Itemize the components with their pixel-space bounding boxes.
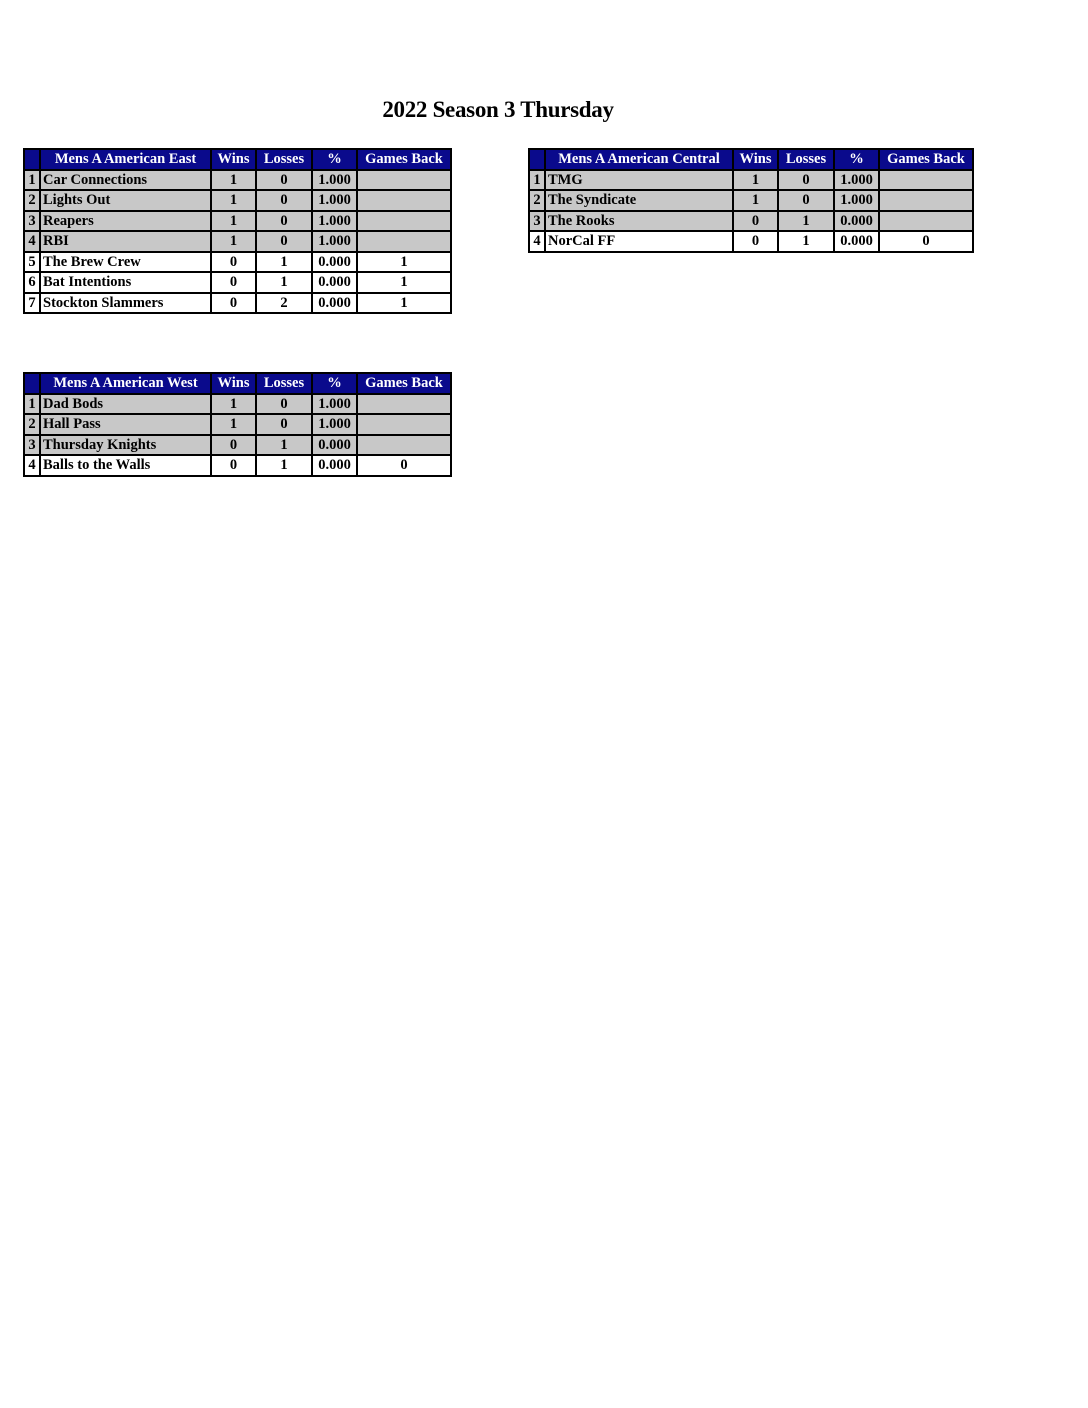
pct-cell: 1.000 xyxy=(312,170,357,191)
table-row xyxy=(24,435,451,456)
team-name-cell: TMG xyxy=(545,170,733,191)
losses-header: Losses xyxy=(256,149,312,170)
table-row xyxy=(24,272,451,293)
pct-header: % xyxy=(312,373,357,394)
table-row xyxy=(24,394,451,415)
losses-cell: 0 xyxy=(256,394,312,415)
table-row xyxy=(24,231,451,252)
rank-cell: 1 xyxy=(529,170,545,191)
team-name-cell: Thursday Knights xyxy=(40,435,211,456)
team-name-cell: The Rooks xyxy=(545,211,733,232)
division-name-header: Mens A American Central xyxy=(545,149,733,170)
wins-cell: 1 xyxy=(733,170,778,191)
pct-cell: 1.000 xyxy=(834,170,879,191)
wins-header: Wins xyxy=(211,373,256,394)
team-name-cell: Reapers xyxy=(40,211,211,232)
rank-cell: 6 xyxy=(24,272,40,293)
table-row xyxy=(24,293,451,314)
wins-cell: 1 xyxy=(211,231,256,252)
table-row xyxy=(529,211,973,232)
table-row xyxy=(24,252,451,273)
team-name-cell: Balls to the Walls xyxy=(40,455,211,476)
table-row xyxy=(24,170,451,191)
losses-cell: 0 xyxy=(778,170,834,191)
team-name-cell: Bat Intentions xyxy=(40,272,211,293)
table-row xyxy=(24,414,451,435)
games-back-cell: 1 xyxy=(357,252,451,273)
division-name-header: Mens A American East xyxy=(40,149,211,170)
division-name-header: Mens A American West xyxy=(40,373,211,394)
pct-cell: 0.000 xyxy=(312,252,357,273)
team-name-cell: Car Connections xyxy=(40,170,211,191)
rank-cell: 5 xyxy=(24,252,40,273)
team-name-cell: Dad Bods xyxy=(40,394,211,415)
losses-cell: 0 xyxy=(256,211,312,232)
games-back-cell xyxy=(879,170,973,191)
rank-cell: 2 xyxy=(24,190,40,211)
wins-header: Wins xyxy=(211,149,256,170)
rank-cell: 3 xyxy=(529,211,545,232)
games-back-cell xyxy=(357,394,451,415)
losses-cell: 2 xyxy=(256,293,312,314)
games-back-cell xyxy=(357,170,451,191)
losses-cell: 1 xyxy=(778,211,834,232)
losses-cell: 1 xyxy=(256,455,312,476)
pct-cell: 0.000 xyxy=(312,293,357,314)
losses-cell: 0 xyxy=(256,414,312,435)
standings-table-american-west xyxy=(23,372,452,477)
games-back-header: Games Back xyxy=(879,149,973,170)
games-back-header: Games Back xyxy=(357,373,451,394)
losses-cell: 0 xyxy=(256,231,312,252)
team-name-cell: Stockton Slammers xyxy=(40,293,211,314)
games-back-cell: 0 xyxy=(357,455,451,476)
team-name-cell: RBI xyxy=(40,231,211,252)
team-name-cell: NorCal FF xyxy=(545,231,733,252)
rank-cell: 1 xyxy=(24,394,40,415)
pct-cell: 0.000 xyxy=(834,211,879,232)
losses-cell: 0 xyxy=(256,170,312,191)
pct-header: % xyxy=(312,149,357,170)
games-back-cell xyxy=(357,231,451,252)
losses-cell: 1 xyxy=(256,272,312,293)
wins-cell: 0 xyxy=(211,455,256,476)
standings-table-american-east xyxy=(23,148,452,314)
games-back-cell: 1 xyxy=(357,272,451,293)
games-back-header: Games Back xyxy=(357,149,451,170)
games-back-cell xyxy=(357,190,451,211)
pct-cell: 1.000 xyxy=(312,394,357,415)
rank-header xyxy=(24,149,40,170)
team-name-cell: Lights Out xyxy=(40,190,211,211)
table-row xyxy=(529,170,973,191)
rank-cell: 4 xyxy=(529,231,545,252)
pct-cell: 1.000 xyxy=(312,211,357,232)
page-title: 2022 Season 3 Thursday xyxy=(382,97,614,122)
wins-cell: 1 xyxy=(211,414,256,435)
team-name-cell: The Syndicate xyxy=(545,190,733,211)
losses-cell: 1 xyxy=(256,252,312,273)
games-back-cell xyxy=(357,414,451,435)
table-row xyxy=(529,231,973,252)
games-back-cell xyxy=(357,211,451,232)
rank-cell: 2 xyxy=(24,414,40,435)
pct-cell: 0.000 xyxy=(312,272,357,293)
losses-cell: 1 xyxy=(778,231,834,252)
games-back-cell: 0 xyxy=(879,231,973,252)
losses-header: Losses xyxy=(778,149,834,170)
pct-header: % xyxy=(834,149,879,170)
wins-cell: 1 xyxy=(733,190,778,211)
wins-cell: 0 xyxy=(211,435,256,456)
wins-header: Wins xyxy=(733,149,778,170)
pct-cell: 1.000 xyxy=(834,190,879,211)
table-row xyxy=(24,190,451,211)
games-back-cell xyxy=(879,190,973,211)
losses-cell: 0 xyxy=(778,190,834,211)
wins-cell: 1 xyxy=(211,190,256,211)
rank-cell: 3 xyxy=(24,211,40,232)
wins-cell: 1 xyxy=(211,394,256,415)
table-row xyxy=(529,190,973,211)
standings-table-american-central xyxy=(528,148,974,253)
rank-header xyxy=(529,149,545,170)
header-row xyxy=(24,373,451,394)
header-row xyxy=(24,149,451,170)
games-back-cell: 1 xyxy=(357,293,451,314)
pct-cell: 1.000 xyxy=(312,414,357,435)
rank-cell: 2 xyxy=(529,190,545,211)
table-row xyxy=(24,455,451,476)
wins-cell: 0 xyxy=(211,252,256,273)
wins-cell: 1 xyxy=(211,211,256,232)
wins-cell: 0 xyxy=(211,293,256,314)
losses-cell: 1 xyxy=(256,435,312,456)
pct-cell: 1.000 xyxy=(312,231,357,252)
rank-cell: 4 xyxy=(24,455,40,476)
wins-cell: 1 xyxy=(211,170,256,191)
losses-header: Losses xyxy=(256,373,312,394)
pct-cell: 0.000 xyxy=(312,455,357,476)
pct-cell: 0.000 xyxy=(834,231,879,252)
rank-cell: 1 xyxy=(24,170,40,191)
pct-cell: 0.000 xyxy=(312,435,357,456)
team-name-cell: Hall Pass xyxy=(40,414,211,435)
rank-header xyxy=(24,373,40,394)
wins-cell: 0 xyxy=(733,231,778,252)
rank-cell: 3 xyxy=(24,435,40,456)
games-back-cell xyxy=(357,435,451,456)
wins-cell: 0 xyxy=(733,211,778,232)
wins-cell: 0 xyxy=(211,272,256,293)
games-back-cell xyxy=(879,211,973,232)
team-name-cell: The Brew Crew xyxy=(40,252,211,273)
rank-cell: 4 xyxy=(24,231,40,252)
pct-cell: 1.000 xyxy=(312,190,357,211)
rank-cell: 7 xyxy=(24,293,40,314)
losses-cell: 0 xyxy=(256,190,312,211)
header-row xyxy=(529,149,973,170)
table-row xyxy=(24,211,451,232)
